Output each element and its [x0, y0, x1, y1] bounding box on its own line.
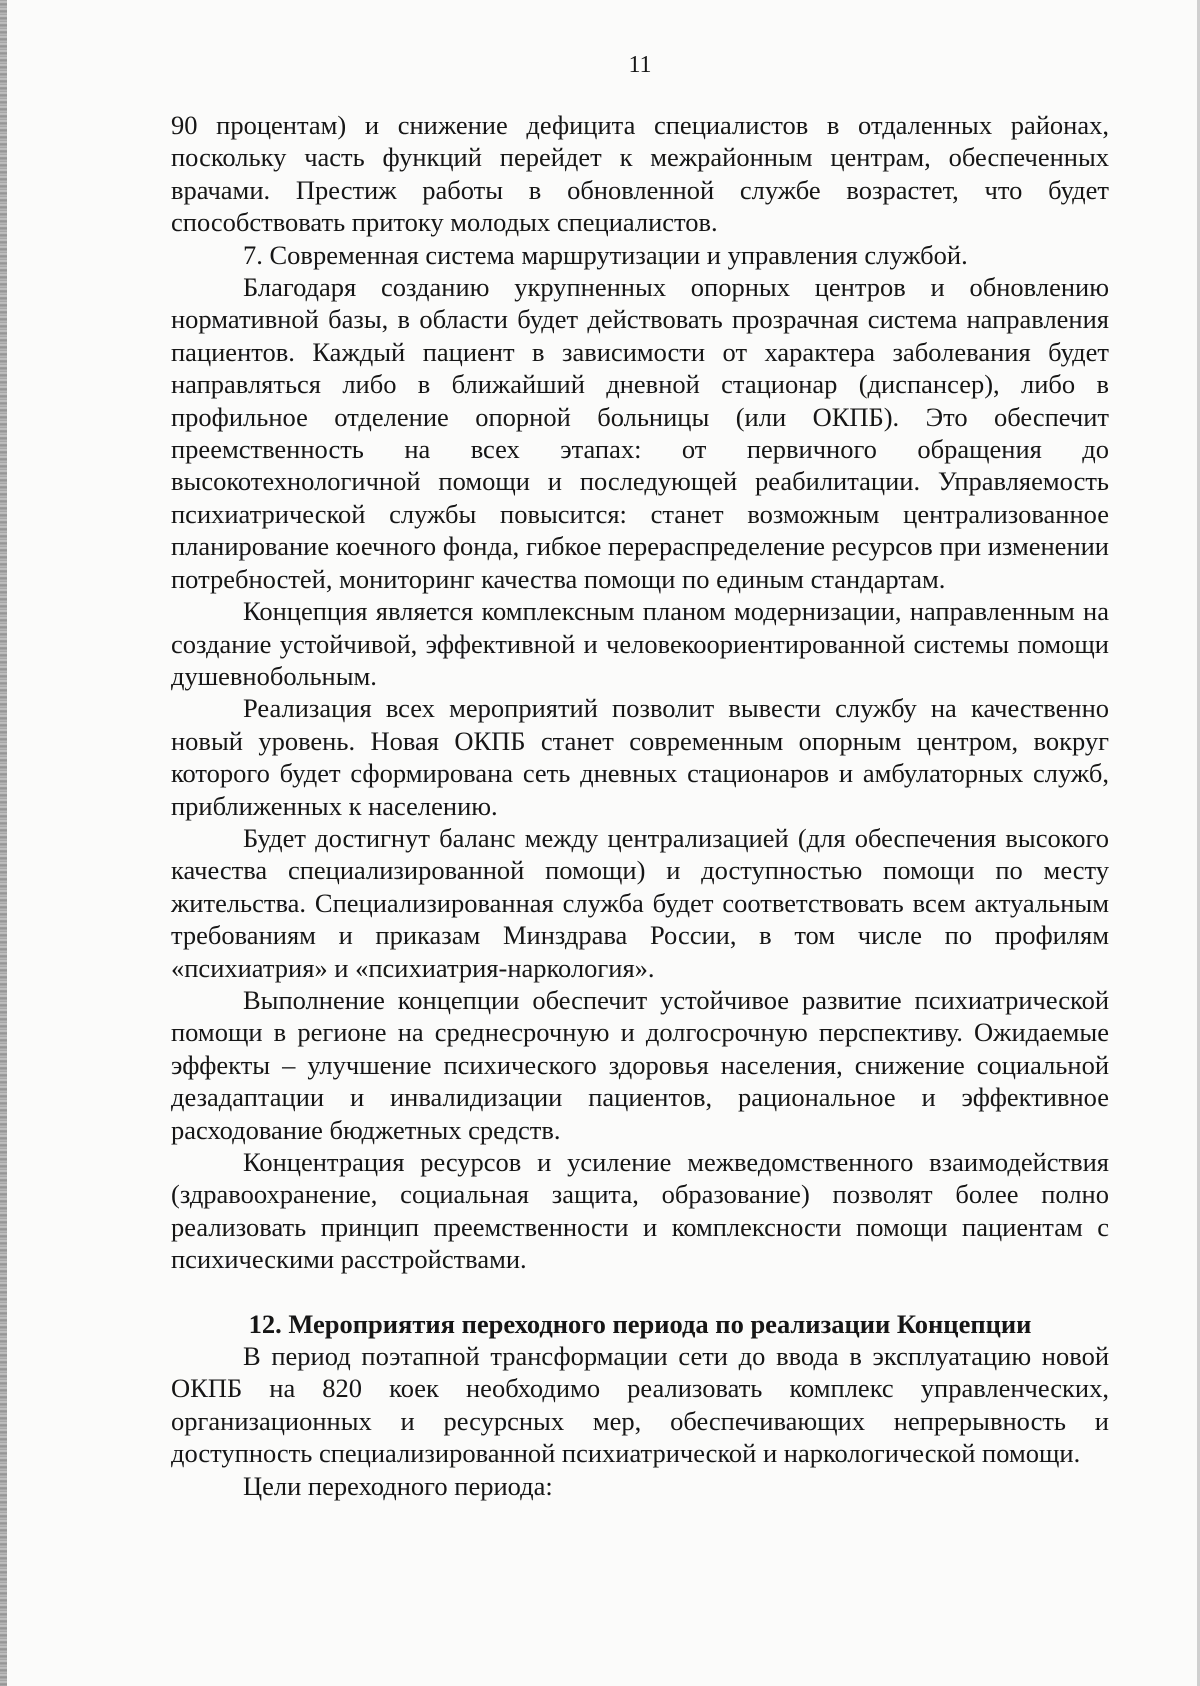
paragraph-transition: В период поэтапной трансформации сети до ввода в эксплуатацию новой ОКПБ на 820 коек необходимо реализовать комплекс управленческих, организационных и ресурсных мер, обеспечивающих непрерывность и доступность специализированной психиатрической и наркологической помощи.: [171, 1341, 1109, 1469]
paragraph-effects: Выполнение концепции обеспечит устойчивое развитие психиатрической помощи в регионе на среднесрочную и долгосрочную перспективу. Ожидаемые эффекты – улучшение психического здоровья населения, снижение социальной дезадаптации и инвалидизации пациентов, рациональное и эффективное расходование бюджетных средств.: [171, 984, 1109, 1145]
paragraph-routing: Благодаря созданию укрупненных опорных центров и обновлению нормативной базы, в области будет действовать прозрачная система направления пациентов. Каждый пациент в зависимости от характера заболевания будет направляться либо в ближайший дневной стационар (диспансер), либо в профильное отделение опорной больницы (или ОКПБ). Это обеспечит преемственность на всех этапах: от первичного обращения до высокотехнологичной помощи и последующей реабилитации. Управляемость психиатрической службы повысится: станет возможным централизованное планирование коечного фонда, гибкое перераспределение ресурсов при изменении потребностей, мониторинг качества помощи по единым стандартам.: [171, 272, 1109, 594]
document-body: [171, 109, 1109, 1502]
section-12-heading: 12. Мероприятия переходного периода по реализации Концепции: [248, 1308, 1032, 1339]
page-number: 11: [628, 52, 652, 78]
paragraph-continuation: 90 процентам) и снижение дефицита специалистов в отдаленных районах, поскольку часть функций перейдет к межрайонным центрам, обеспеченных врачами. Престиж работы в обновленной службе возрастет, что будет способствовать притоку молодых специалистов.: [171, 110, 1109, 238]
paragraph-goals-intro: Цели переходного периода:: [243, 1470, 553, 1501]
paragraph-implementation: Реализация всех мероприятий позволит вывести службу на качественно новый уровень. Новая ОКПБ станет современным опорным центром, вокруг которого будет сформирована сеть дневных стационаров и амбулаторных служб, приближенных к населению.: [171, 693, 1109, 821]
scan-left-edge: [0, 0, 7, 1686]
paragraph-concept: Концепция является комплексным планом модернизации, направленным на создание устойчивой, эффективной и человекоориентированной системы помощи душевнобольным.: [171, 596, 1109, 691]
paragraph-balance: Будет достигнут баланс между централизацией (для обеспечения высокого качества специализированной помощи) и доступностью помощи по месту жительства. Специализированная служба будет соответствовать всем актуальным требованиям и приказам Минздрава России, в том числе по профилям «психиатрия» и «психиатрия-наркология».: [171, 822, 1109, 983]
paragraph-item-7: 7. Современная система маршрутизации и управления службой.: [243, 239, 968, 270]
paragraph-resources: Концентрация ресурсов и усиление межведомственного взаимодействия (здравоохранение, социальная защита, образование) позволят более полно реализовать принцип преемственности и комплексности помощи пациентам с психическими расстройствами.: [171, 1147, 1109, 1275]
